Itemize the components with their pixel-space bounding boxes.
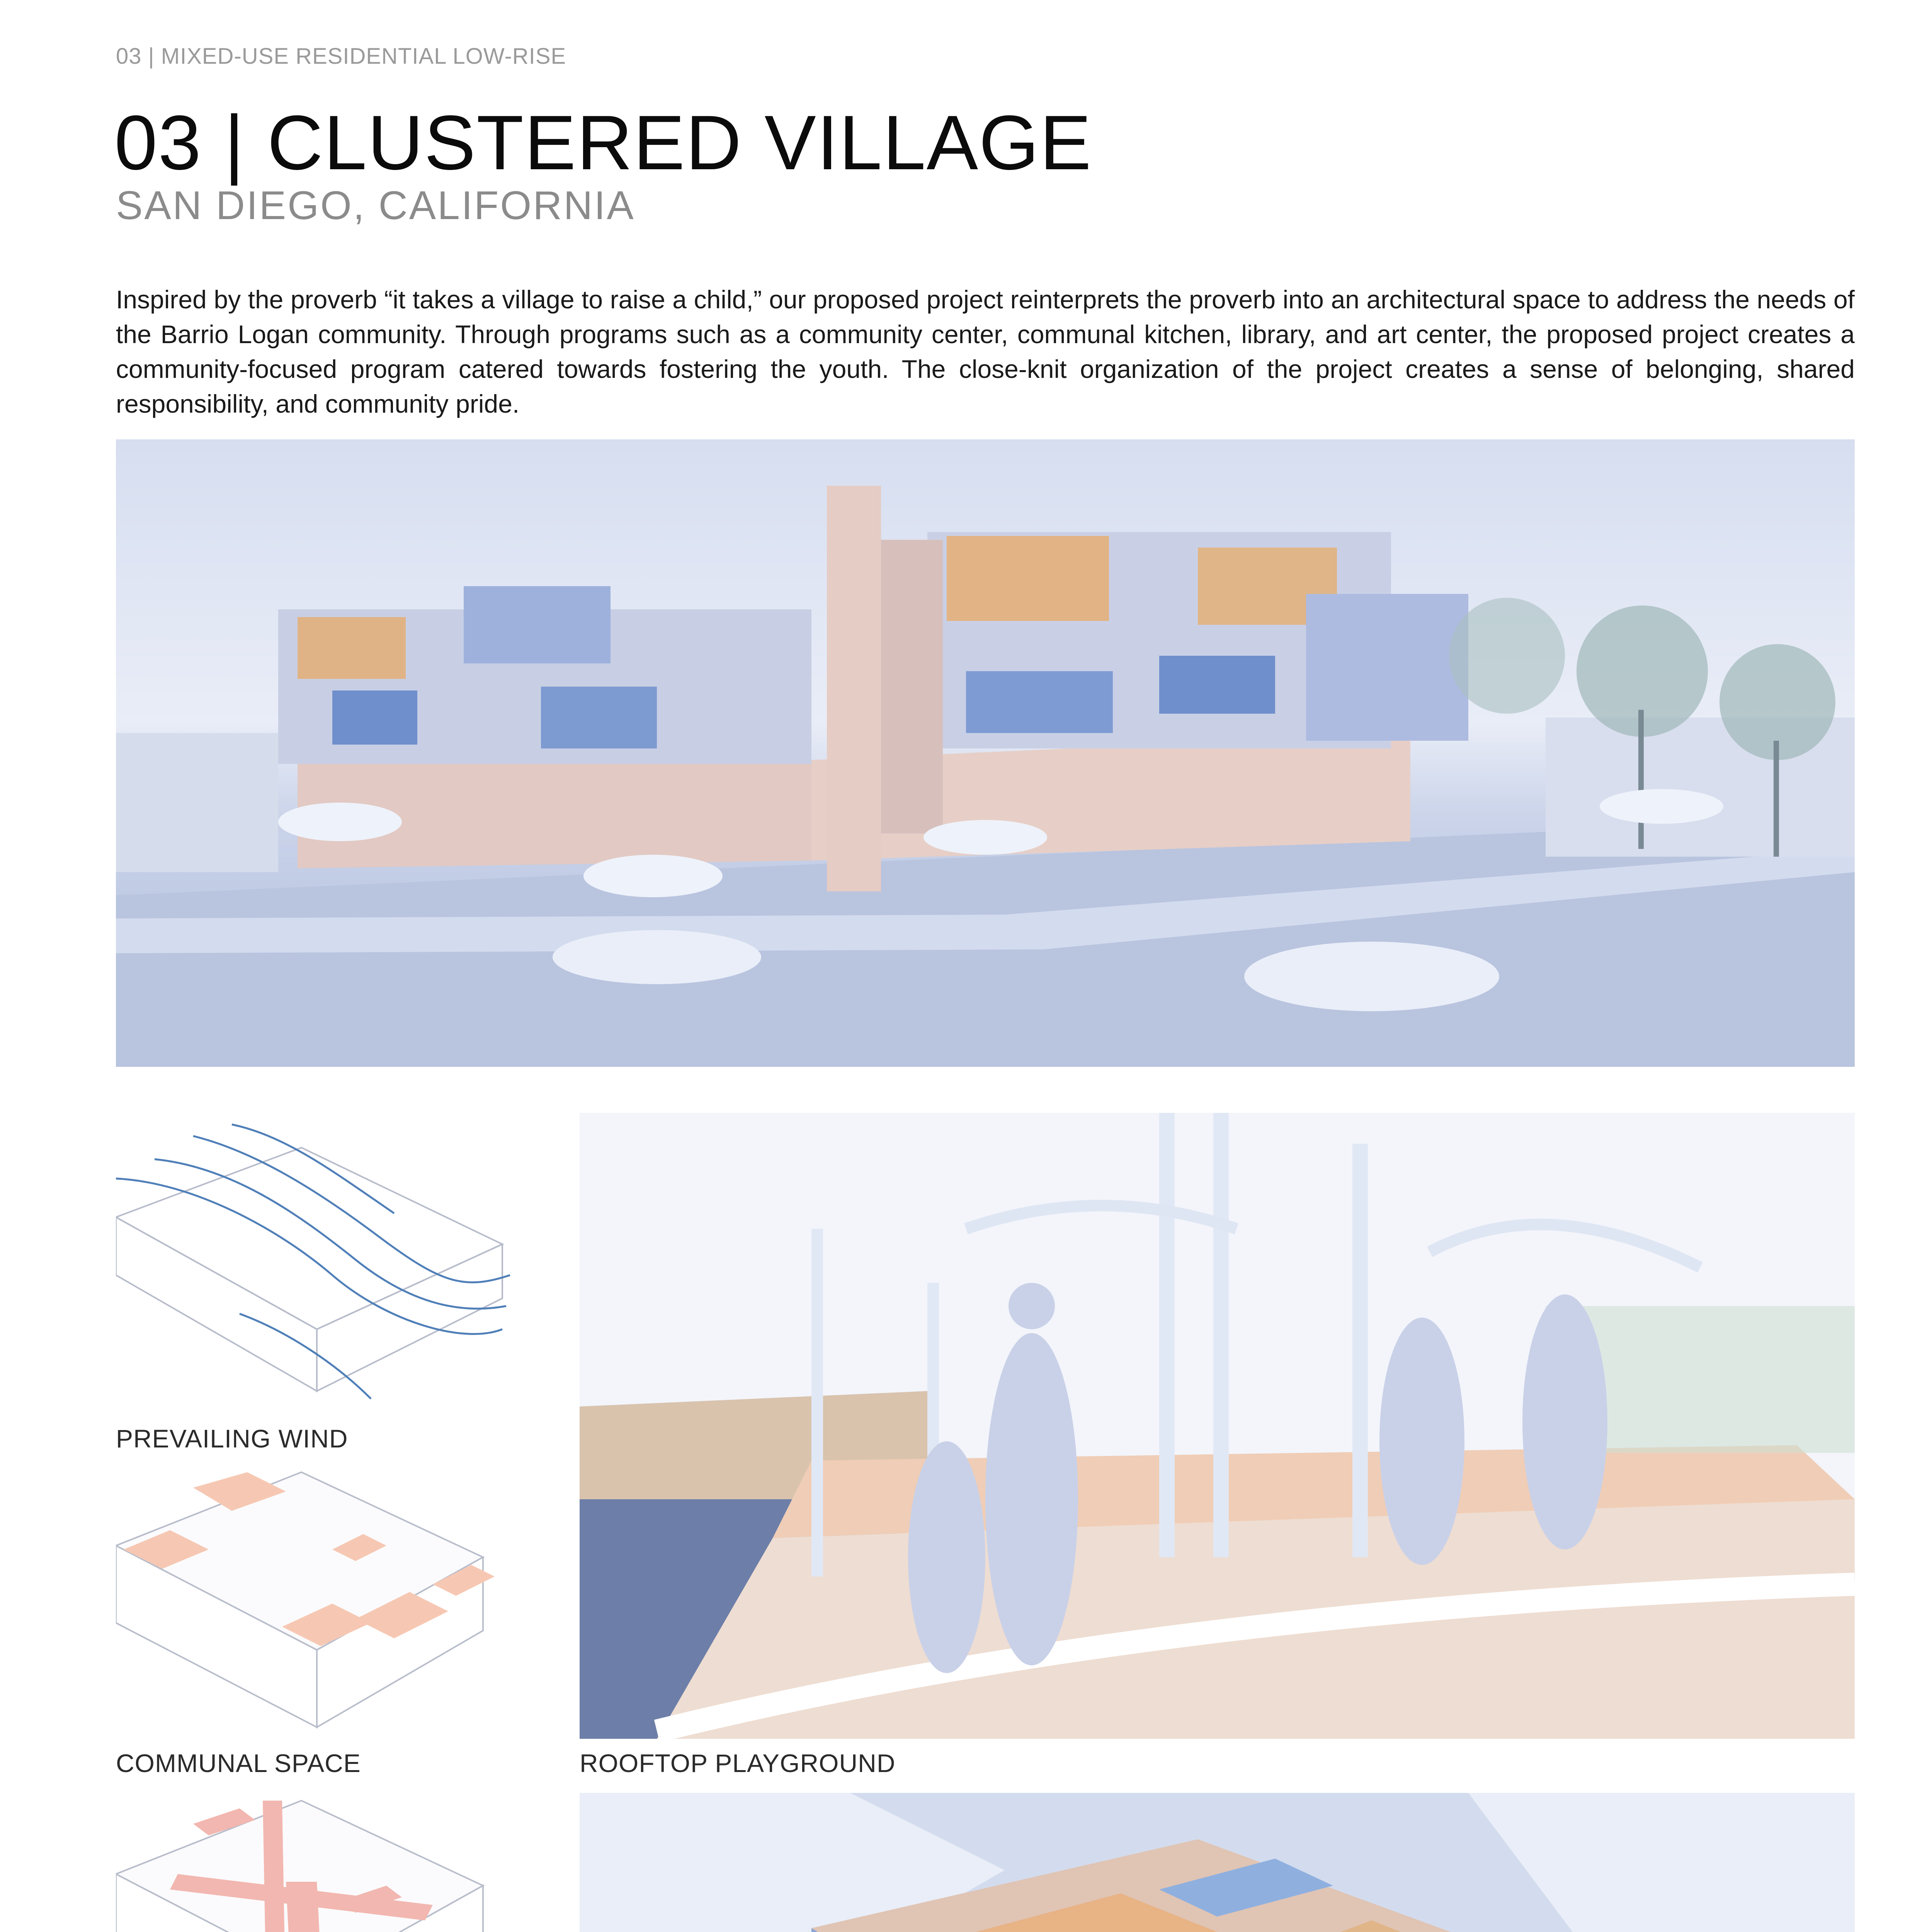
prevailing-wind-diagram [116, 1113, 522, 1414]
rooftop-playground-rendering [580, 1113, 1855, 1739]
caption-rooftop-playground: ROOFTOP PLAYGROUND [580, 1749, 896, 1777]
page-title: 03 | CLUSTERED VILLAGE [114, 100, 1092, 186]
hero-street-rendering [116, 439, 1855, 1067]
hero-rendering-graphic [116, 439, 1855, 1067]
communal-space-graphic [116, 1457, 522, 1735]
circulation-diagram [116, 1785, 522, 1932]
aerial-axonometric-graphic [580, 1793, 1855, 1932]
caption-communal-space: COMMUNAL SPACE [116, 1749, 361, 1777]
page-eyebrow: 03 | MIXED-USE RESIDENTIAL LOW-RISE [116, 44, 566, 69]
intro-paragraph: Inspired by the proverb “it takes a village to raise a child,” our proposed project reinterprets the proverb into an architectural space to address the needs of the Barrio Logan community. Through programs such as a community center, communal kitchen, library, and art center, the proposed project creates a community-focused program catered towards fostering the youth. The close-knit organization of the project creates a sense of belonging, shared responsibility, and community pride. [116, 285, 1855, 418]
communal-space-diagram [116, 1457, 522, 1735]
caption-prevailing-wind: PREVAILING WIND [116, 1424, 348, 1453]
prevailing-wind-graphic [116, 1113, 522, 1414]
rooftop-playground-graphic [580, 1113, 1855, 1739]
page-subtitle: SAN DIEGO, CALIFORNIA [116, 183, 635, 228]
aerial-axonometric-rendering [580, 1793, 1855, 1932]
circulation-graphic [116, 1785, 522, 1932]
